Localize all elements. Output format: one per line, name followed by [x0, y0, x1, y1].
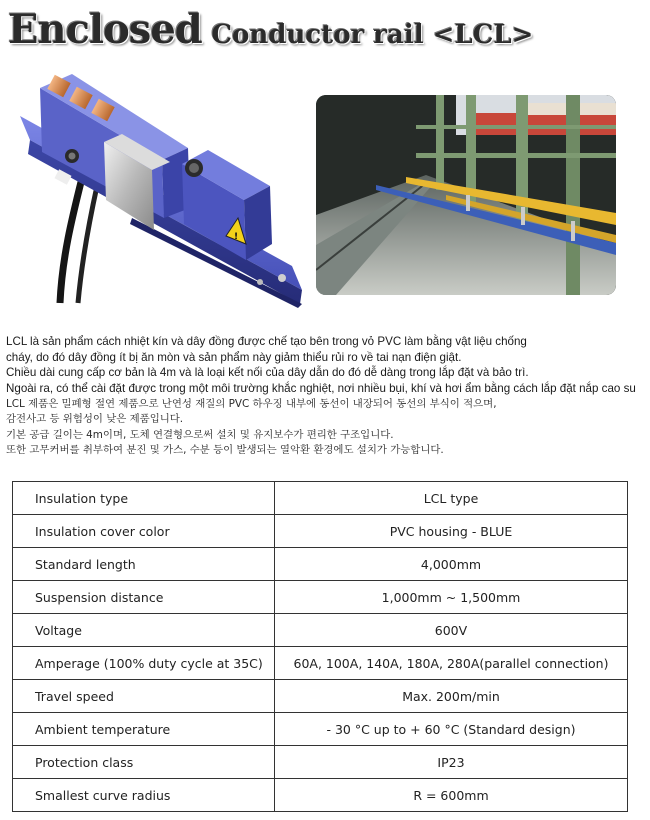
page-title	[8, 6, 608, 56]
description-korean	[6, 397, 646, 459]
description-vi-line: LCL là sản phẩm cách nhiệt kín và dây đồng được chế tạo bên trong vỏ PVC làm bằng vật liệu chống	[6, 335, 527, 348]
spec-value: 60A, 100A, 140A, 180A, 280A(parallel connection)	[275, 647, 628, 680]
spec-label: Suspension distance	[13, 581, 275, 614]
description-ko-line: 기본 공급 길이는 4m이며, 도체 연결형으로써 설치 및 유지보수가 편리한 구조입니다.	[6, 428, 394, 441]
spec-value: IP23	[275, 746, 628, 779]
specification-table	[12, 481, 628, 812]
description-ko-line: LCL 제품은 밀폐형 절연 제품으로 난연성 재질의 PVC 하우징 내부에 동선이 내장되어 동선의 부식이 적으며,	[6, 398, 497, 410]
spec-value: - 30 °C up to + 60 °C (Standard design)	[275, 713, 628, 746]
table-row	[13, 482, 628, 515]
conductor-rail-product-image	[12, 68, 312, 308]
table-row	[13, 713, 628, 746]
spec-label: Insulation cover color	[13, 515, 275, 548]
spec-value: Max. 200m/min	[275, 680, 628, 713]
spec-value: R = 600mm	[275, 779, 628, 812]
spec-label: Standard length	[13, 548, 275, 581]
svg-text:!: !	[234, 232, 239, 242]
installation-photo	[316, 95, 616, 295]
table-row	[13, 746, 628, 779]
spec-value: 600V	[275, 614, 628, 647]
table-row	[13, 515, 628, 548]
spec-value: LCL type	[275, 482, 628, 515]
title-main: Enclosed	[8, 6, 202, 53]
table-row	[13, 647, 628, 680]
spec-label: Smallest curve radius	[13, 779, 275, 812]
description-ko-line: 또한 고무커버를 취부하여 분진 및 가스, 수분 등이 발생되는 열악환 환경에도 설치가 가능합니다.	[6, 444, 444, 457]
spec-label: Insulation type	[13, 482, 275, 515]
table-row	[13, 680, 628, 713]
description-vi-line: Chiều dài cung cấp cơ bản là 4m và là loại kết nối của dây dẫn do đó dễ dàng trong lắp đặt và bảo trì.	[6, 366, 529, 380]
spec-label: Voltage	[13, 614, 275, 647]
table-row	[13, 614, 628, 647]
spec-label: Travel speed	[13, 680, 275, 713]
table-row	[13, 779, 628, 812]
warehouse-photo-image	[316, 95, 616, 295]
description-vietnamese	[6, 334, 646, 396]
title-sub: Conductor rail <LCL>	[211, 20, 534, 50]
table-row	[13, 548, 628, 581]
table-row	[13, 581, 628, 614]
description-vi-line: cháy, do đó dây đồng ít bị ăn mòn và sản phẩm này giảm thiểu rủi ro về tai nạn điện giật.	[6, 350, 462, 364]
spec-label: Amperage (100% duty cycle at 35C)	[13, 647, 275, 680]
spec-value: 1,000mm ~ 1,500mm	[275, 581, 628, 614]
spec-value: 4,000mm	[275, 548, 628, 581]
spec-value: PVC housing - BLUE	[275, 515, 628, 548]
spec-label: Protection class	[13, 746, 275, 779]
description-vi-line: Ngoài ra, có thể cài đặt được trong một môi trường khắc nghiệt, nơi nhiều bụi, khí và hơi ẩm bằng cách lắp đặt nắp cao su	[6, 381, 636, 395]
spec-label: Ambient temperature	[13, 713, 275, 746]
description-ko-line: 감전사고 등 위험성이 낮은 제품입니다.	[6, 413, 184, 426]
